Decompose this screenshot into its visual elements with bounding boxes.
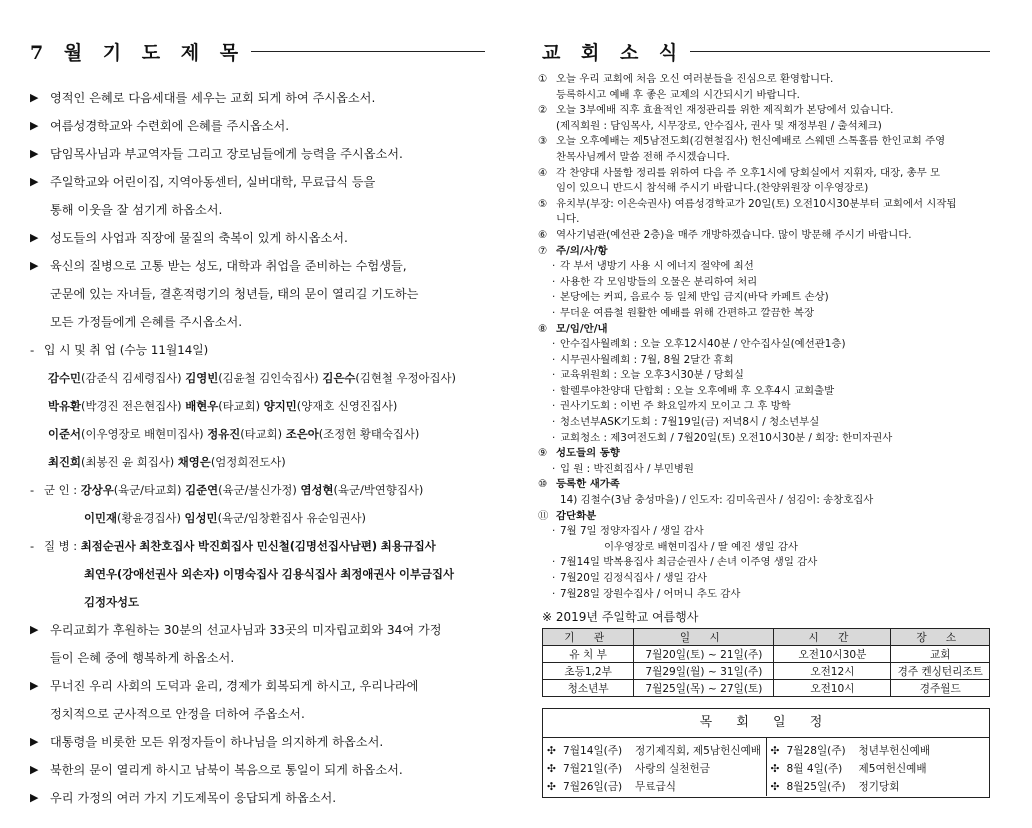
- bullet-arrow-icon: ▶: [30, 791, 39, 804]
- news-number: ⑦: [538, 244, 548, 257]
- news-subitem: · 입 원 : 박진희집사 / 부민병원: [538, 462, 993, 478]
- news-line: 역사기념관(예선관 2층)을 매주 개방하겠습니다. 많이 방문해 주시기 바랍니다.: [556, 228, 912, 241]
- news-subitem: · 7월20일 김정식집사 / 생일 감사: [538, 571, 993, 587]
- news-section-title: 성도들의 동향: [556, 447, 620, 460]
- person-note: (최봉진 윤 희집사): [81, 455, 175, 469]
- news-subitem: 14) 김철수(3남 충성마을) / 인도자: 김미옥권사 / 섬김이: 송창호집사: [560, 494, 874, 507]
- pastor-row: [543, 778, 766, 796]
- prayer-item-text: [50, 252, 490, 336]
- prayer-item-text: [50, 168, 490, 224]
- person-name: 정유진: [207, 427, 241, 441]
- prayer-item-text: [50, 728, 490, 756]
- news-line: 찬목사님께서 말씀 전해 주시겠습니다.: [556, 150, 730, 163]
- pastor-row: [543, 742, 766, 760]
- prayer-item-text: [50, 784, 490, 812]
- pastor-event: 정기제직회, 제5남헌신예배: [635, 745, 762, 757]
- news-item-text: [556, 103, 993, 134]
- person-name: 감수민: [48, 371, 82, 385]
- person-name: 최진희: [48, 455, 82, 469]
- person-name: 배현우: [185, 399, 219, 413]
- news-title-rule: [690, 51, 990, 52]
- person-note: (김윤철 김인숙집사): [218, 371, 319, 385]
- person-name: 최점순권사: [80, 539, 136, 553]
- news-subitem: · 무더운 여름철 원활한 예배를 위해 간편하고 깔끔한 복장: [538, 306, 993, 322]
- sick-row: [30, 532, 490, 560]
- news-item-text: [556, 166, 993, 197]
- news-title: 교 회 소 식: [542, 42, 685, 64]
- prayer-item-line: 북한의 문이 열리게 하시고 남북이 복음으로 통일이 되게 하옵소서.: [50, 763, 403, 777]
- news-subitem: · 시무권사월례회 : 7월, 8월 2달간 휴회: [538, 353, 993, 369]
- person-name: 김정자성도: [84, 595, 140, 609]
- prayer-item-line: 통해 이웃을 잘 섬기게 하옵소서.: [50, 203, 223, 217]
- name-row: [30, 392, 490, 420]
- prayer-item-line: 여름성경학교와 수련회에 은혜를 주시옵소서.: [50, 119, 290, 133]
- news-number: ⑤: [538, 197, 548, 210]
- news-line: 등록하시고 예배 후 좋은 교제의 시간되시기 바랍니다.: [556, 88, 800, 101]
- prayer-item-line: 무너진 우리 사회의 도덕과 윤리, 경제가 회복되게 하시고, 우리나라에: [50, 679, 419, 693]
- news-section-members: [538, 446, 993, 462]
- news-heading: [542, 38, 990, 65]
- cross-bullet-icon: ✣: [770, 781, 780, 793]
- name-row: [30, 448, 490, 476]
- army-label: 군 인 :: [44, 483, 81, 497]
- news-number: ①: [538, 73, 548, 85]
- person-note: (감준식 김세령집사): [81, 371, 182, 385]
- person-name: 이명숙집사: [223, 567, 279, 581]
- person-name: 이민재: [84, 511, 118, 525]
- schedule-row: [543, 646, 990, 663]
- news-section-title: 등록한 새가족: [556, 478, 620, 491]
- bullet-arrow-icon: ▶: [30, 91, 39, 104]
- prayer-item: [30, 784, 490, 812]
- prayer-heading: [30, 38, 485, 65]
- bullet-arrow-icon: ▶: [30, 147, 39, 160]
- pastor-date: 7월14일(주): [563, 745, 623, 757]
- prayer-item-text: [50, 616, 490, 672]
- pastor-schedule-right: [766, 738, 990, 796]
- news-number: ⑨: [538, 447, 548, 460]
- pastor-schedule-left: [543, 738, 766, 796]
- schedule-title: ※ 2019년 주일학교 여름행사: [542, 610, 699, 624]
- person-name: 최찬호집사: [139, 539, 195, 553]
- news-number: ⑪: [538, 509, 549, 522]
- pastor-event: 제5여헌신예배: [858, 763, 927, 775]
- person-name: 조은아: [285, 427, 319, 441]
- person-note: (김현철 우정아집사): [355, 371, 456, 385]
- pastor-event: 무료급식: [635, 781, 676, 793]
- person-name: 김영빈: [185, 371, 219, 385]
- prayer-item-line: 영적인 은혜로 다음세대를 세우는 교회 되게 하여 주시옵소서.: [50, 91, 376, 105]
- news-item-text: [556, 197, 993, 228]
- pastor-event: 정기당회: [858, 781, 900, 793]
- person-note: (이우영장로 배현미집사): [81, 427, 204, 441]
- name-row: [30, 364, 490, 392]
- news-section-title: 주/의/사/항: [556, 244, 608, 257]
- prayer-item-line: 대통령을 비롯한 모든 위정자들이 하나님을 의지하게 하옵소서.: [50, 735, 384, 749]
- prayer-item: [30, 224, 490, 252]
- sick-row: [30, 588, 490, 616]
- sick-label: 질 병 :: [44, 539, 81, 553]
- prayer-title: 7 월 기 도 제 목: [30, 42, 246, 64]
- person-name: 이부금집사: [399, 567, 455, 581]
- person-name: 염성현: [300, 483, 334, 497]
- cross-bullet-icon: ✣: [547, 745, 556, 757]
- prayer-item-text: [50, 112, 490, 140]
- news-subitem: · 사용한 각 모임방들의 오물은 분리하여 처리: [538, 275, 993, 291]
- news-section-title: 감단화분: [556, 509, 597, 522]
- news-subitem: · 할렐루야찬양대 단합회 : 오늘 오후예배 후 오후4시 교회출발: [538, 384, 993, 400]
- prayer-item-line: 들이 은혜 중에 행복하게 하옵소서.: [50, 651, 235, 665]
- person-name: 최정애권사: [340, 567, 396, 581]
- news-line: 유치부(부장: 이은숙권사) 여름성경학교가 20일(토) 오전10시30분부터 교회에서 시작됩: [556, 197, 957, 210]
- person-name: 이준서: [48, 427, 82, 441]
- schedule-cell: 7월29일(월) ~ 31일(주): [634, 663, 774, 680]
- news-subitem: · 7월 7일 정양자집사 / 생일 감사: [538, 524, 993, 540]
- schedule-cell: 오전12시: [774, 663, 891, 680]
- prayer-item-line: 군문에 있는 자녀들, 결혼적령기의 청년들, 태의 문이 열리길 기도하는: [50, 287, 419, 301]
- schedule-header-row: [543, 629, 990, 646]
- name-row: [30, 420, 490, 448]
- exam-label: [30, 336, 490, 364]
- news-section-title: 모/임/안/내: [556, 322, 608, 335]
- cross-bullet-icon: ✣: [547, 763, 556, 775]
- person-name: 임성민: [184, 511, 218, 525]
- person-name: 박진희집사: [198, 539, 254, 553]
- prayer-item: [30, 672, 490, 728]
- prayer-item-text: [50, 224, 490, 252]
- prayer-item-line: 모든 가정들에게 은혜를 주시옵소서.: [50, 315, 243, 329]
- pastor-date: 7월28일(주): [786, 745, 846, 757]
- prayer-item-line: 우리교회가 후원하는 30분의 선교사님과 33곳의 미자립교회와 34여 가정: [50, 623, 442, 637]
- news-number: ⑥: [538, 228, 548, 241]
- person-name: 양지민: [263, 399, 297, 413]
- news-subitem: · 7월14일 박복용집사 최금순권사 / 손녀 이주영 생일 감사: [538, 555, 993, 571]
- person-note: (타교회): [218, 399, 261, 413]
- news-item: [538, 228, 993, 244]
- news-number: ③: [538, 135, 548, 148]
- army-row: [30, 476, 490, 504]
- schedule-cell: 경주월드: [891, 680, 990, 697]
- news-subitem: · 안수집사월례회 : 오늘 오후12시40분 / 안수집사실(예선관1층): [538, 337, 993, 353]
- news-list: [538, 72, 993, 602]
- prayer-item-text: [50, 84, 490, 112]
- news-item: [538, 103, 993, 134]
- prayer-item-line: 성도들의 사업과 직장에 물질의 축복이 있게 하시옵소서.: [50, 231, 348, 245]
- news-subitem: · 각 부서 냉방기 사용 시 에너지 절약에 최선: [538, 259, 993, 275]
- person-name: 채영은: [177, 455, 211, 469]
- person-name: 민신철(김명선집사남편): [256, 539, 378, 553]
- bullet-arrow-icon: ▶: [30, 623, 39, 636]
- name-row: [30, 504, 490, 532]
- news-section-thanks: [538, 509, 993, 525]
- news-section-meeting: [538, 322, 993, 338]
- pastor-event: 사랑의 실천헌금: [635, 763, 711, 775]
- prayer-item-line: 담임목사님과 부교역자들 그리고 장로님들에게 능력을 주시옵소서.: [50, 147, 403, 161]
- person-name: 김준연: [185, 483, 219, 497]
- pastor-row: [767, 742, 990, 760]
- bullet-arrow-icon: ▶: [30, 119, 39, 132]
- news-line: (제직회원 : 담임목사, 시무장로, 안수집사, 권사 및 재정부원 / 출석체크): [556, 119, 882, 132]
- news-section-newcomer: [538, 477, 993, 493]
- pastor-date: 7월26일(금): [563, 781, 623, 793]
- news-line: 임이 있으니 반드시 참석해 주시기 바랍니다.(찬양위원장 이우영장로): [556, 182, 869, 195]
- dash-mark: -: [30, 539, 35, 553]
- news-number: ②: [538, 104, 548, 117]
- schedule-row: [543, 663, 990, 680]
- prayer-item-text: [50, 672, 490, 728]
- news-item: [538, 197, 993, 228]
- person-note: (육군/불신가정): [218, 483, 297, 497]
- bullet-arrow-icon: ▶: [30, 735, 39, 748]
- bullet-arrow-icon: ▶: [30, 259, 39, 272]
- dash-mark: -: [30, 343, 35, 357]
- prayer-item-line: 육신의 질병으로 고통 받는 성도, 대학과 취업을 준비하는 수험생들,: [50, 259, 407, 273]
- news-line: 니다.: [556, 213, 580, 226]
- cross-bullet-icon: ✣: [770, 763, 780, 775]
- person-name: 김은수: [322, 371, 356, 385]
- sick-row: [30, 560, 490, 588]
- schedule-header-cell: 기 관: [543, 629, 634, 646]
- prayer-item-line: 정치적으로 군사적으로 안정을 더하여 주옵소서.: [50, 707, 305, 721]
- prayer-item: [30, 84, 490, 112]
- news-line: 각 찬양대 사물함 정리를 위하여 다음 주 오후1시에 당회실에서 지휘자, 대장, 총무 모: [556, 166, 941, 179]
- cross-bullet-icon: ✣: [770, 745, 780, 757]
- news-item-text: [556, 72, 993, 103]
- news-item: [538, 134, 993, 165]
- news-number: ⑧: [538, 322, 548, 335]
- news-number: ④: [538, 166, 548, 179]
- bullet-arrow-icon: ▶: [30, 679, 39, 692]
- news-subitem: 이우영장로 배현미집사 / 딸 예진 생일 감사: [604, 540, 798, 553]
- prayer-item: [30, 756, 490, 784]
- schedule-header-cell: 시 간: [774, 629, 891, 646]
- person-name: 최용규집사: [380, 539, 436, 553]
- news-subitem: · 교육위원회 : 오늘 오후3시30분 / 당회실: [538, 368, 993, 384]
- pastor-date: 8월25일(주): [786, 781, 846, 793]
- news-number: ⑩: [538, 478, 548, 491]
- pastor-row: [767, 760, 990, 778]
- pastor-schedule: [542, 708, 990, 798]
- person-note: (황윤경집사): [117, 511, 181, 525]
- prayer-item-line: 주일학교와 어린이집, 지역아동센터, 실버대학, 무료급식 등을: [50, 175, 376, 189]
- person-note: (육군/타교회): [113, 483, 182, 497]
- news-item-text: [556, 228, 993, 244]
- person-name: 김용식집사: [281, 567, 337, 581]
- person-note: (박경진 전은현집사): [81, 399, 182, 413]
- person-note: (타교회): [240, 427, 283, 441]
- news-line: 오늘 3부예배 직후 효율적인 재정관리를 위한 제직회가 본당에서 있습니다.: [556, 104, 894, 117]
- pastor-row: [767, 778, 990, 796]
- person-note: (양재호 신영진집사): [296, 399, 398, 413]
- pastor-date: 8월 4일(주): [786, 763, 843, 775]
- schedule-header-cell: 장 소: [891, 629, 990, 646]
- schedule-cell: 오전10시: [774, 680, 891, 697]
- schedule-header-cell: 일 시: [634, 629, 774, 646]
- news-item: [538, 166, 993, 197]
- bullet-arrow-icon: ▶: [30, 763, 39, 776]
- prayer-item-text: [50, 140, 490, 168]
- schedule-table: [542, 628, 990, 697]
- news-subitem: · 청소년부ASK기도회 : 7월19일(금) 저녁8시 / 청소년부실: [538, 415, 993, 431]
- cross-bullet-icon: ✣: [547, 781, 556, 793]
- schedule-cell: 초등1,2부: [543, 663, 634, 680]
- prayer-list: [30, 84, 490, 812]
- schedule-cell: 교회: [891, 646, 990, 663]
- prayer-item-text: [50, 756, 490, 784]
- bullet-arrow-icon: ▶: [30, 175, 39, 188]
- pastor-event: 청년부헌신예배: [858, 745, 931, 757]
- exam-label-text: 입 시 및 취 업 (수능 11월14일): [44, 343, 209, 357]
- schedule-cell: 경주 켄싱턴리조트: [891, 663, 990, 680]
- schedule-cell: 7월20일(토) ~ 21일(주): [634, 646, 774, 663]
- pastor-schedule-title: 목 회 일 정: [543, 709, 989, 738]
- news-item: [538, 72, 993, 103]
- prayer-title-rule: [251, 51, 485, 52]
- prayer-item: [30, 112, 490, 140]
- news-subitem: · 교회청소 : 제3여전도회 / 7월20일(토) 오전10시30분 / 회장: 한미자권사: [538, 431, 993, 447]
- prayer-item: [30, 168, 490, 224]
- prayer-item: [30, 728, 490, 756]
- news-subitem: · 권사기도회 : 이번 주 화요일까지 모이고 그 후 방학: [538, 399, 993, 415]
- news-section-notice: [538, 244, 993, 260]
- bullet-arrow-icon: ▶: [30, 231, 39, 244]
- news-item-text: [556, 134, 993, 165]
- prayer-item: [30, 252, 490, 336]
- person-name: 강상우: [80, 483, 114, 497]
- news-subitem: · 7월28일 장원수집사 / 어머니 추도 감사: [538, 587, 993, 603]
- prayer-item: [30, 140, 490, 168]
- prayer-item-line: 우리 가정의 여러 가지 기도제목이 응답되게 하옵소서.: [50, 791, 337, 805]
- schedule-cell: 7월25일(목) ~ 27일(토): [634, 680, 774, 697]
- pastor-date: 7월21일(주): [563, 763, 623, 775]
- news-subitem: · 본당에는 커피, 음료수 등 일체 반입 금지(바닥 카페트 손상): [538, 290, 993, 306]
- schedule-cell: 오전10시30분: [774, 646, 891, 663]
- pastor-row: [543, 760, 766, 778]
- news-line: 오늘 오후예배는 제5남전도회(김현철집사) 헌신예배로 스웨덴 스톡홀름 한인교회 주영: [556, 135, 946, 148]
- person-note: (육군/박연향집사): [333, 483, 424, 497]
- person-note: (조정헌 황태숙집사): [318, 427, 420, 441]
- person-note: (육군/임창환집사 유순임권사): [217, 511, 366, 525]
- dash-mark: -: [30, 483, 35, 497]
- news-line: 오늘 우리 교회에 처음 오신 여러분들을 진심으로 환영합니다.: [556, 73, 834, 85]
- schedule-row: [543, 680, 990, 697]
- prayer-item: [30, 616, 490, 672]
- schedule-cell: 유 치 부: [543, 646, 634, 663]
- person-name: 최연우(강애선권사 외손자): [84, 567, 220, 581]
- person-name: 박유환: [48, 399, 82, 413]
- schedule-cell: 청소년부: [543, 680, 634, 697]
- person-note: (엄정희전도사): [210, 455, 286, 469]
